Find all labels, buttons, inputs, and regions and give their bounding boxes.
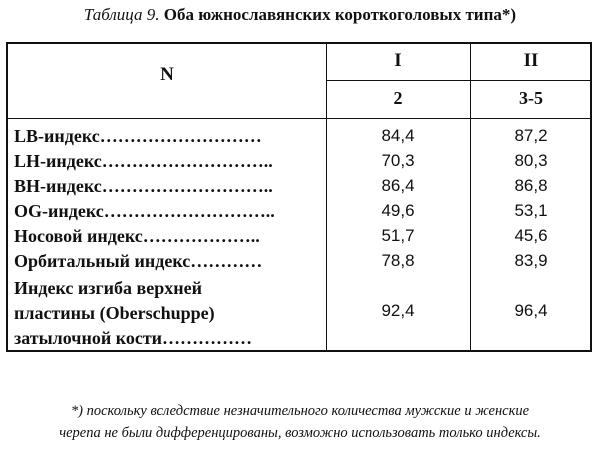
header-col-1-sub: 2: [393, 88, 403, 108]
table-caption-label: Таблица 9.: [83, 5, 160, 24]
row-label: Носовой индекс………………..: [14, 226, 260, 246]
row-value-2: 53,1: [514, 201, 548, 220]
footnote: [0, 400, 600, 444]
header-col-2-sub: 3-5: [519, 88, 543, 108]
table-caption-title: Оба южнославянских короткоголовых типа*): [163, 5, 517, 24]
header-subdivider: [326, 80, 590, 81]
row-label: Орбитальный индекс…………: [14, 251, 263, 271]
row-value-1: 92,4: [381, 301, 415, 320]
row-value-2: 83,9: [514, 251, 548, 270]
table-row: [8, 201, 590, 226]
footnote-line: *) поскольку вследствие незначительного количества мужские и женские: [70, 403, 530, 419]
multiline-row-label: [14, 276, 320, 351]
row-value-2: 96,4: [514, 301, 548, 320]
row-value-2: 86,8: [514, 176, 548, 195]
table-row: [8, 126, 590, 151]
row-label: BH-индекс………………………..: [14, 176, 273, 196]
row-value-2: 87,2: [514, 126, 548, 145]
row-label-line: Индекс изгиба верхней: [14, 278, 202, 298]
table-caption: [0, 5, 600, 25]
row-value-1: 51,7: [381, 226, 415, 245]
table-row: [8, 226, 590, 251]
table-row: [8, 151, 590, 176]
row-label-line: пластины (Oberschuppe): [14, 303, 215, 323]
header-n: N: [160, 64, 174, 85]
row-value-1: 86,4: [381, 176, 415, 195]
footnote-line: черепа не были дифференцированы, возможно использовать только индексы.: [59, 425, 541, 441]
row-value-2: 80,3: [514, 151, 548, 170]
row-value-1: 70,3: [381, 151, 415, 170]
header-divider: [8, 118, 590, 119]
table-row: [8, 176, 590, 201]
row-value-2: 45,6: [514, 226, 548, 245]
row-label-line: затылочной кости……………: [14, 328, 253, 348]
data-table: [6, 42, 592, 352]
row-label: LB-индекс………………………: [14, 126, 262, 146]
row-value-1: 78,8: [381, 251, 415, 270]
row-value-1: 49,6: [381, 201, 415, 220]
header-col-1: I: [394, 50, 402, 71]
row-label: LH-индекс………………………..: [14, 151, 273, 171]
row-value-1: 84,4: [381, 126, 415, 145]
table-row: [8, 251, 590, 276]
header-col-2: II: [523, 50, 539, 71]
row-label: OG-индекс………………………..: [14, 201, 275, 221]
